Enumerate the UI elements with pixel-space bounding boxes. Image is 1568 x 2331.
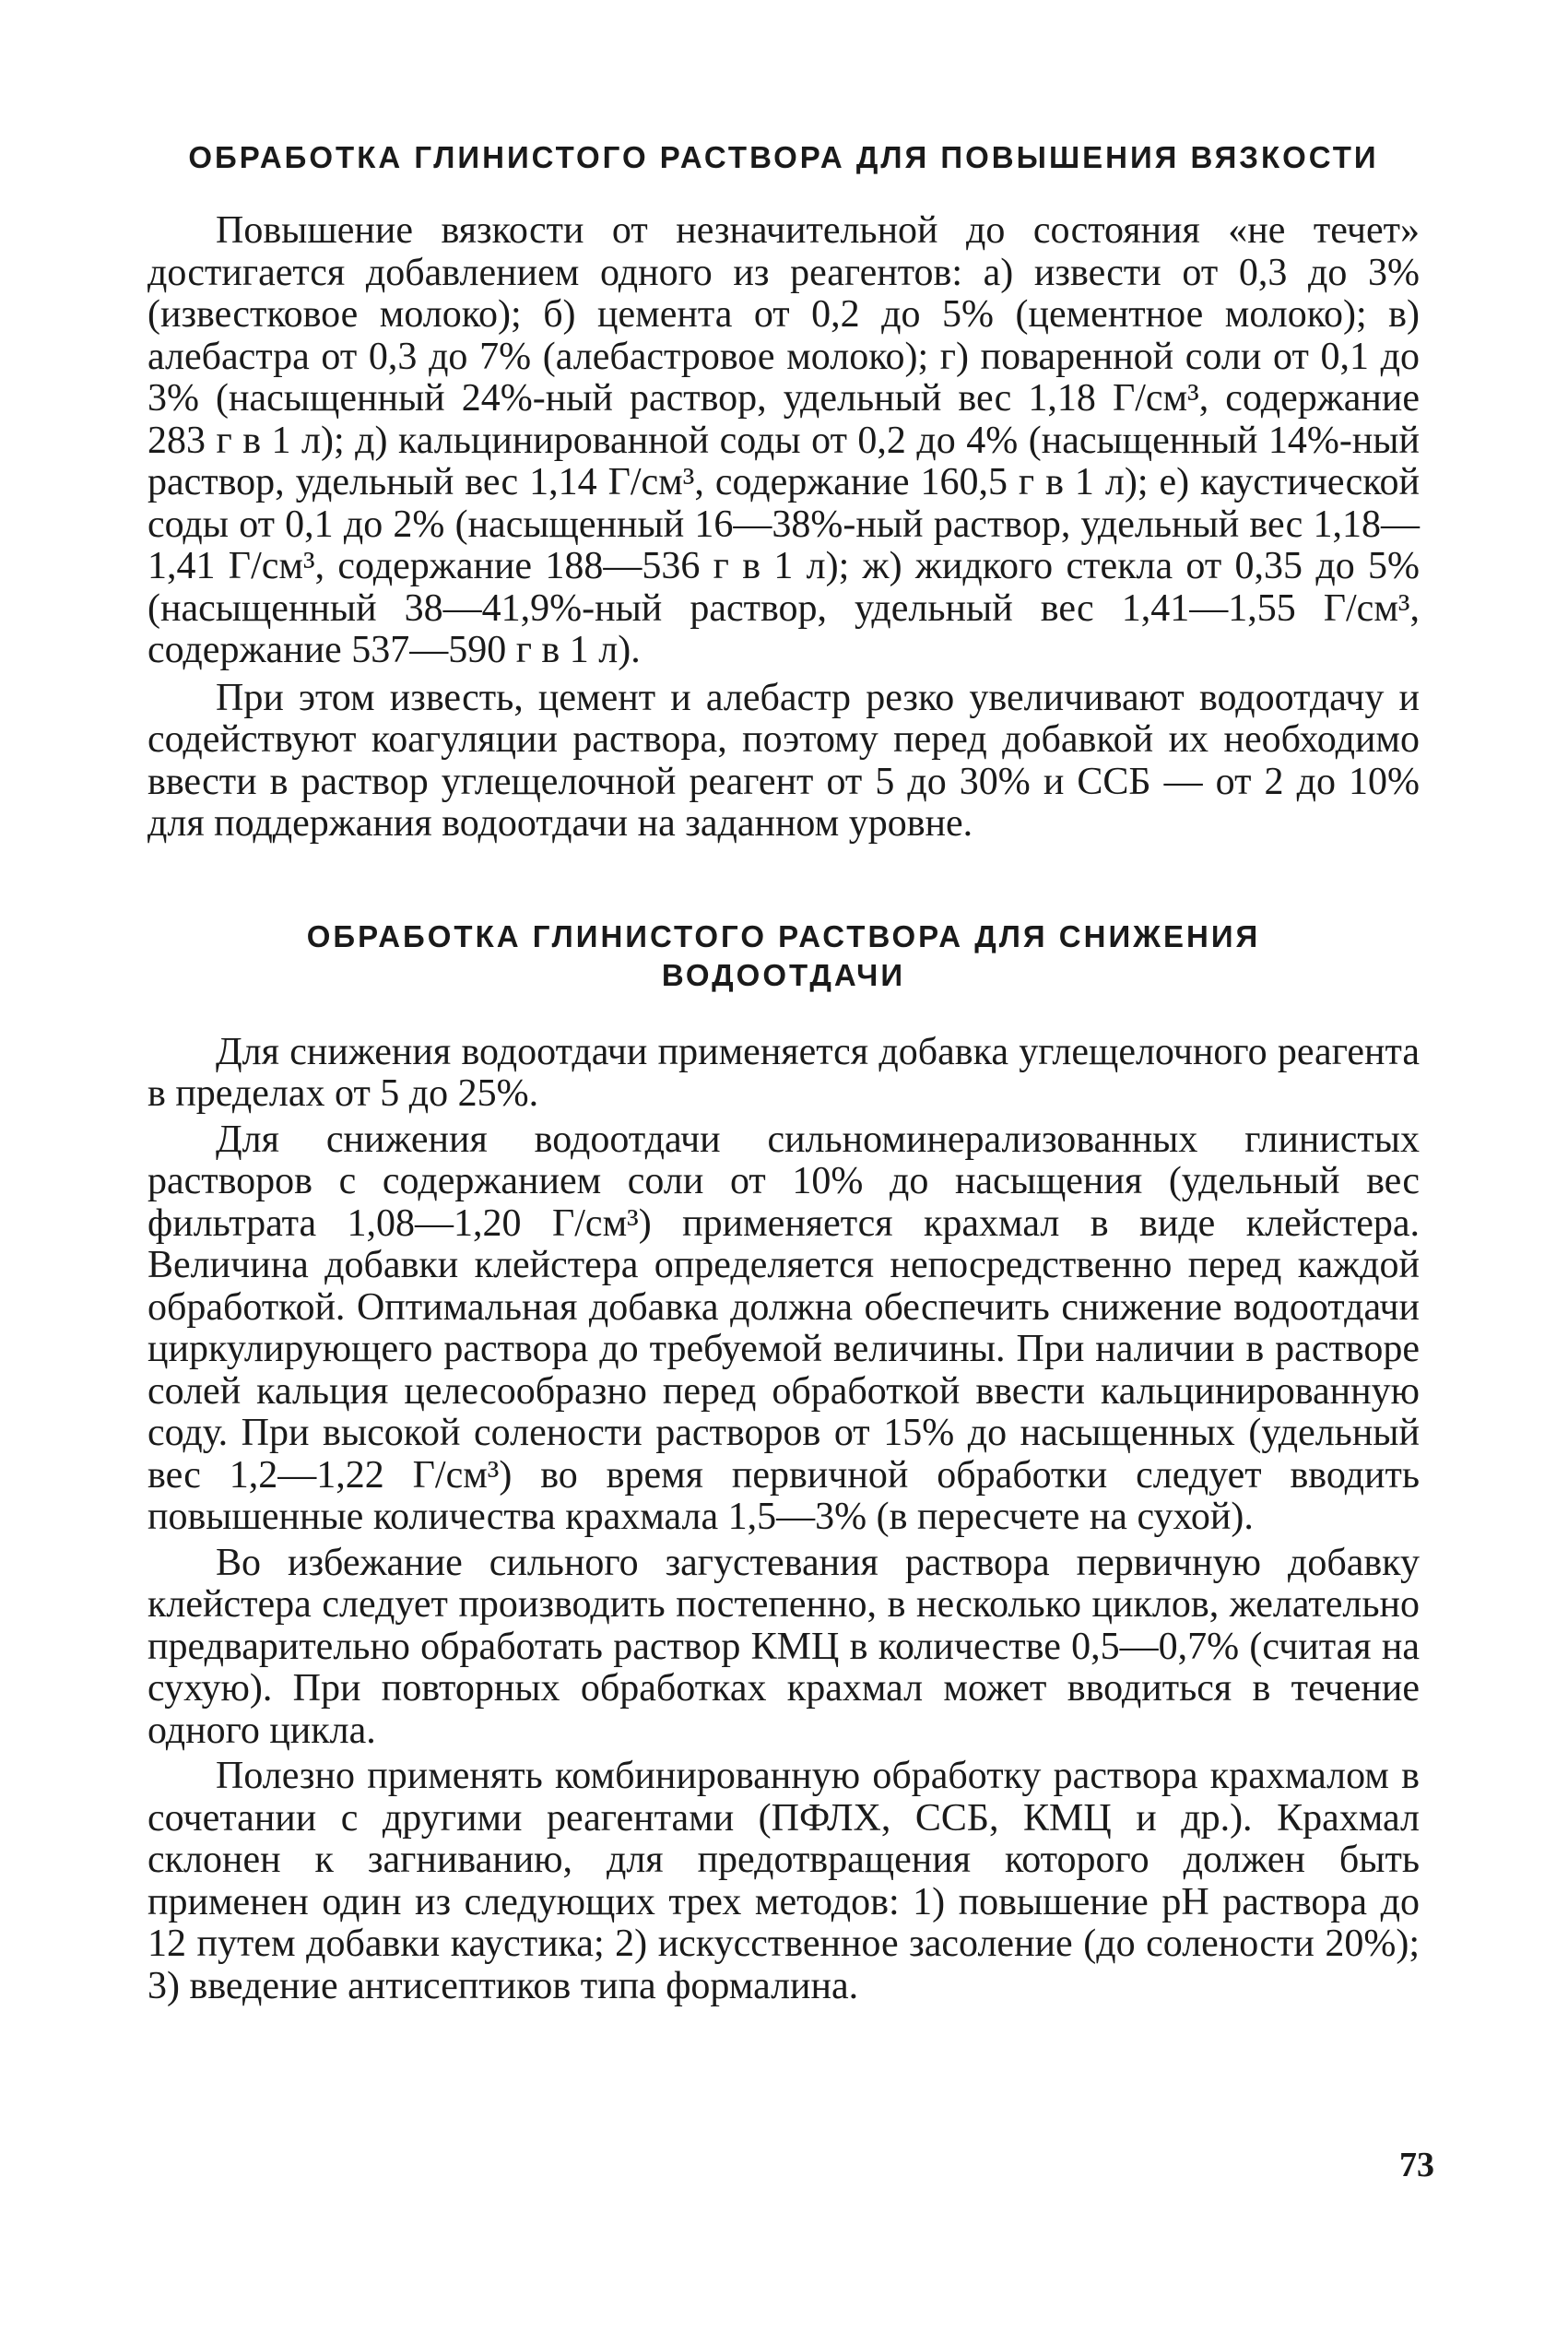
page-number: 73 [1399,2146,1434,2184]
paragraph: Полезно применять комбинированную обработку раствора крахмалом в сочетании с другими реагентами (ПФЛХ, ССБ, КМЦ и др.). Крахмал склонен к загниванию, для предотвращения которого должен быть применен один из следующих трех методов: 1) повышение pH раствора до 12 путем добавки каустика; 2) искусственное засоление (до солености 20%); 3) введение антисептиков типа формалина. [147,1755,1420,2007]
heading-line: ОБРАБОТКА ГЛИНИСТОГО РАСТВОРА ДЛЯ СНИЖЕНИЯ [306,918,1261,953]
paragraph: Во избежание сильного загустевания раствора первичную добавку клейстера следует производить постепенно, в несколько циклов, желательно предварительно обработать раствор КМЦ в количестве 0,5—0,7% (считая на сухую). При повторных обработках крахмал может вводиться в течение одного цикла. [147,1541,1420,1752]
paragraph: Для снижения водоотдачи применяется добавка углещелочного реагента в пределах от 5 до 25%. [147,1030,1420,1115]
paragraph: При этом известь, цемент и алебастр резко увеличивают водоотдачу и содействуют коагуляции раствора, поэтому перед добавкой их необходимо ввести в раствор углещелочной реагент от 5 до 30% и ССБ — от 2 до 10% для поддержания водоотдачи на заданном уровне. [147,676,1420,845]
section-viscosity [147,138,1420,846]
paragraph: Для снижения водоотдачи сильноминерализованных глинистых растворов с содержанием соли от 10% до насыщения (удельный вес фильтрата 1,08—1,20 Г/см³) применяется крахмал в виде клейстера. Величина добавки клейстера определяется непосредственно перед каждой обработкой. Оптимальная добавка должна обеспечить снижение водоотдачи циркулирующего раствора до требуемой величины. При наличии в растворе солей кальция целесообразно перед обработкой ввести кальцинированную соду. При высокой солености растворов от 15% до насыщенных (удельный вес 1,2—1,22 Г/см³) во время первичной обработки следует вводить повышенные количества крахмала 1,5—3% (в пересчете на сухой). [147,1118,1420,1538]
section-heading-viscosity: ОБРАБОТКА ГЛИНИСТОГО РАСТВОРА ДЛЯ ПОВЫШЕНИЯ ВЯЗКОСТИ [188,140,1379,174]
section-heading-filtration [147,917,1420,995]
paragraph: Повышение вязкости от незначительной до состояния «не течет» достигается добавлением одного из реагентов: а) извести от 0,3 до 3% (известковое молоко); б) цемента от 0,2 до 5% (цементное молоко); в) алебастра от 0,3 до 7% (алебастровое молоко); г) поваренной соли от 0,1 до 3% (насыщенный 24%-ный раствор, удельный вес 1,18 Г/см³, содержание 283 г в 1 л); д) кальцинированной соды от 0,2 до 4% (насыщенный 14%-ный раствор, удельный вес 1,14 Г/см³, содержание 160,5 г в 1 л); е) каустической соды от 0,1 до 2% (насыщенный 16—38%-ный раствор, удельный вес 1,18—1,41 Г/см³, содержание 188—536 г в 1 л); ж) жидкого стекла от 0,35 до 5% (насыщенный 38—41,9%-ный раствор, удельный вес 1,41—1,55 Г/см³, содержание 537—590 г в 1 л). [147,209,1420,671]
heading-line: ВОДООТДАЧИ [661,957,906,992]
section-filtration [147,917,1420,2008]
page-content [147,138,1420,2011]
